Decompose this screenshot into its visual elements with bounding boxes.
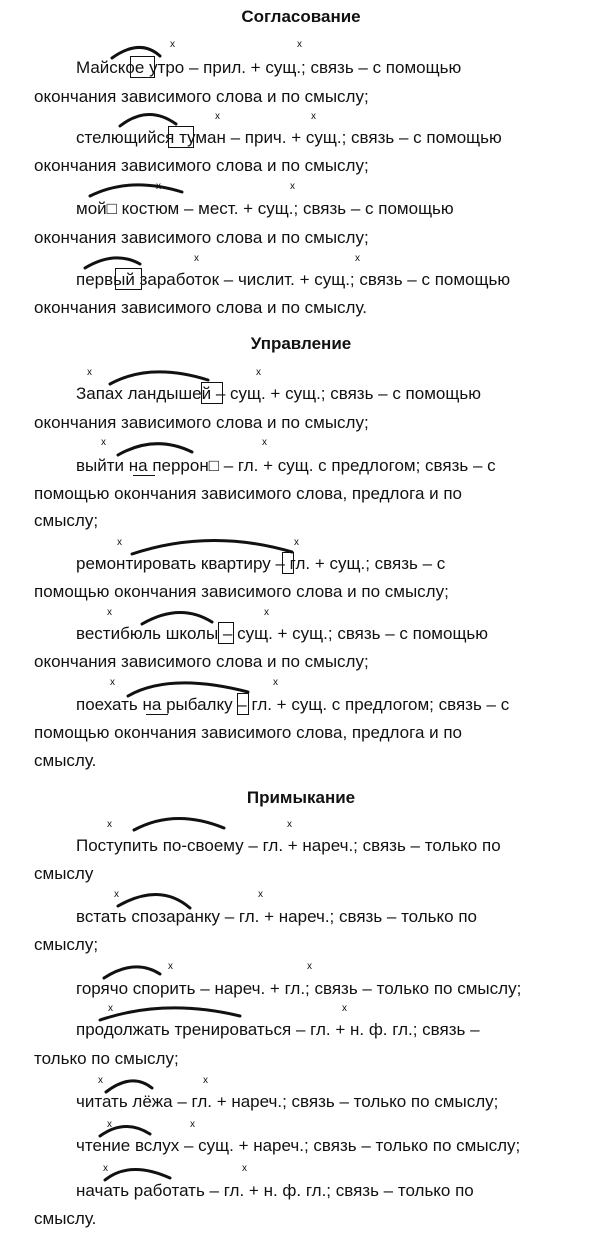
cross-mark: x bbox=[107, 607, 112, 618]
cross-mark: x bbox=[107, 819, 112, 830]
cross-mark: x bbox=[110, 677, 115, 688]
cross-mark: x bbox=[273, 677, 278, 688]
cross-mark: x bbox=[168, 961, 173, 972]
text-line: продолжать тренироваться – гл. + н. ф. гл.; связь – bbox=[76, 1020, 480, 1039]
text-line: смыслу; bbox=[34, 935, 99, 954]
text-line: Майское утро – прил. + сущ.; связь – с помощью bbox=[76, 58, 462, 77]
text-line: ремонтировать квартиру – гл. + сущ.; связь – с bbox=[76, 554, 446, 573]
cross-mark: x bbox=[342, 1003, 347, 1014]
text-line: стелющийся туман – прич. + сущ.; связь – с помощью bbox=[76, 128, 502, 147]
text-line: смыслу bbox=[34, 864, 94, 883]
arc bbox=[100, 1008, 240, 1020]
text-line: вестибюль школы – сущ. + сущ.; связь – с помощью bbox=[76, 624, 489, 643]
section-title-adjunction: Примыкание bbox=[246, 788, 356, 807]
arc bbox=[118, 894, 190, 908]
text-line: окончания зависимого слова и по смыслу. bbox=[34, 298, 368, 317]
cross-mark: x bbox=[290, 181, 295, 192]
text-line: Поступить по-своему – гл. + нареч.; связь – только по bbox=[76, 836, 501, 855]
text-line: окончания зависимого слова и по смыслу; bbox=[34, 652, 369, 671]
cross-mark: x bbox=[203, 1075, 208, 1086]
cross-mark: x bbox=[114, 889, 119, 900]
cross-mark: x bbox=[311, 111, 316, 122]
text-line: только по смыслу; bbox=[34, 1049, 179, 1068]
arc bbox=[106, 1081, 152, 1092]
text-line: встать спозаранку – гл. + нареч.; связь – только по bbox=[76, 907, 478, 926]
text-line: помощью окончания зависимого слова, предлога и по bbox=[34, 484, 463, 503]
cross-mark: x bbox=[156, 181, 161, 192]
cross-mark: x bbox=[170, 39, 175, 50]
text-line: читать лёжа – гл. + нареч.; связь – только по смыслу; bbox=[76, 1092, 499, 1111]
cross-mark: x bbox=[87, 367, 92, 378]
ending-box bbox=[130, 56, 155, 78]
ending-box bbox=[282, 552, 294, 574]
cross-mark: x bbox=[101, 437, 106, 448]
text-line: окончания зависимого слова и по смыслу; bbox=[34, 156, 369, 175]
cross-mark: x bbox=[107, 1119, 112, 1130]
cross-mark: x bbox=[307, 961, 312, 972]
ending-box bbox=[218, 622, 234, 644]
cross-mark: x bbox=[297, 39, 302, 50]
text-line: выйти на перрон□ – гл. + сущ. с предлогом; связь – с bbox=[76, 456, 496, 475]
arc bbox=[142, 612, 212, 624]
preposition-underline bbox=[133, 475, 155, 476]
text-line: мой□ костюм – мест. + сущ.; связь – с помощью bbox=[76, 199, 454, 218]
cross-mark: x bbox=[355, 253, 360, 264]
arc bbox=[110, 372, 208, 384]
text-line: первый заработок – числит. + сущ.; связь – с помощью bbox=[76, 270, 511, 289]
text-line: горячо спорить – нареч. + гл.; связь – только по смыслу; bbox=[76, 979, 522, 998]
cross-mark: x bbox=[194, 253, 199, 264]
section-title-government: Управление bbox=[250, 334, 352, 353]
text-line: смыслу. bbox=[34, 1209, 97, 1228]
cross-mark: x bbox=[98, 1075, 103, 1086]
arc bbox=[105, 1169, 170, 1180]
text-line: начать работать – гл. + н. ф. гл.; связь – только по bbox=[76, 1181, 474, 1200]
arc bbox=[134, 818, 224, 830]
text-line: помощью окончания зависимого слова, предлога и по bbox=[34, 723, 463, 742]
ending-box bbox=[201, 382, 223, 404]
arc bbox=[132, 540, 292, 554]
cross-mark: x bbox=[287, 819, 292, 830]
text-line: смыслу. bbox=[34, 751, 97, 770]
preposition-underline bbox=[146, 714, 168, 715]
arc bbox=[118, 444, 192, 455]
arc bbox=[90, 185, 182, 196]
cross-mark: x bbox=[262, 437, 267, 448]
cross-mark: x bbox=[215, 111, 220, 122]
ending-box bbox=[168, 126, 194, 148]
arc bbox=[104, 967, 160, 978]
section-title-agreement: Согласование bbox=[241, 7, 361, 26]
cross-mark: x bbox=[103, 1163, 108, 1174]
text-line: поехать на рыбалку – гл. + сущ. с предлогом; связь – с bbox=[76, 695, 510, 714]
ending-box bbox=[115, 268, 142, 290]
cross-mark: x bbox=[117, 537, 122, 548]
text-line: помощью окончания зависимого слова и по смыслу; bbox=[34, 582, 449, 601]
text-line: смыслу; bbox=[34, 511, 99, 530]
ending-box bbox=[237, 693, 249, 715]
cross-mark: x bbox=[256, 367, 261, 378]
arc bbox=[120, 114, 176, 126]
cross-mark: x bbox=[242, 1163, 247, 1174]
text-line: чтение вслух – сущ. + нареч.; связь – только по смыслу; bbox=[76, 1136, 521, 1155]
cross-mark: x bbox=[294, 537, 299, 548]
cross-mark: x bbox=[258, 889, 263, 900]
cross-mark: x bbox=[108, 1003, 113, 1014]
text-line: Запах ландышей – сущ. + сущ.; связь – с помощью bbox=[76, 384, 481, 403]
text-line: окончания зависимого слова и по смыслу; bbox=[34, 413, 369, 432]
cross-mark: x bbox=[264, 607, 269, 618]
text-line: окончания зависимого слова и по смыслу; bbox=[34, 87, 369, 106]
cross-mark: x bbox=[190, 1119, 195, 1130]
text-line: окончания зависимого слова и по смыслу; bbox=[34, 228, 369, 247]
arc bbox=[85, 258, 140, 268]
